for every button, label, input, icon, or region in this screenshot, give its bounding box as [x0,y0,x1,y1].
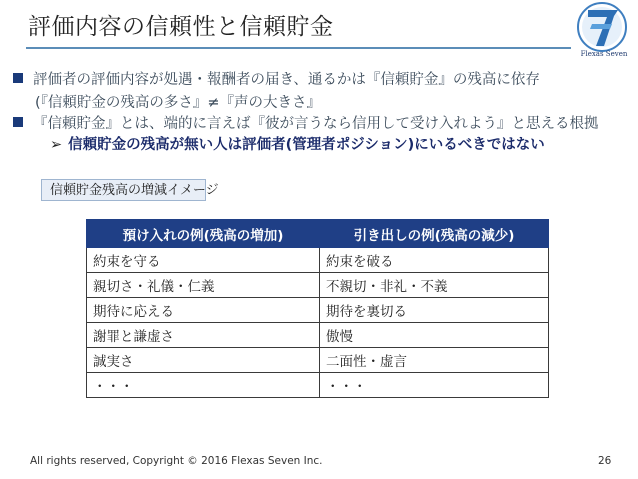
deposit-withdrawal-table [86,219,549,398]
deposit-cell: 期待に応える [87,298,320,323]
deposit-cell: 謝罪と謙虚さ [87,323,320,348]
copyright-footer: All rights reserved, Copyright © 2016 Flexas Seven Inc. [30,455,323,467]
table-header-row [87,220,549,248]
deposit-cell: ・・・ [87,373,320,398]
table-row [87,298,549,323]
table-row [87,348,549,373]
withdrawal-cell: 不親切・非礼・不義 [320,273,549,298]
bullet-2: 『信頼貯金』とは、端的に言えば『彼が言うなら信用して受け入れよう』と思える根拠 [13,112,599,133]
logo-text: Flexas Seven [580,50,628,58]
title-rule [26,47,571,49]
header-deposit: 預け入れの例(残高の増加) [87,220,320,248]
bullet-1-continuation: (『信頼貯金の残高の多さ』≠『声の大きさ』 [35,95,322,111]
bullet-square-icon [13,117,23,127]
arrow-bullet-icon: ➢ [50,137,63,153]
table-row [87,323,549,348]
image-label-box: 信頼貯金残高の増減イメージ [41,179,206,201]
table-row [87,273,549,298]
deposit-cell: 親切さ・礼儀・仁義 [87,273,320,298]
withdrawal-cell: 傲慢 [320,323,549,348]
slide-title: 評価内容の信頼性と信頼貯金 [28,14,334,40]
withdrawal-cell: 期待を裏切る [320,298,549,323]
page-number: 26 [598,455,612,467]
sub-bullet: ➢ 信頼貯金の残高が無い人は評価者(管理者ポジション)にいるべきではない [50,137,545,153]
header-withdrawal: 引き出しの例(残高の減少) [320,220,549,248]
bullet-1: 評価者の評価内容が処遇・報酬者の届き、通るかは『信頼貯金』の残高に依存 [13,68,540,89]
bullet-square-icon [13,73,23,83]
deposit-cell: 約束を守る [87,248,320,273]
withdrawal-cell: 約束を破る [320,248,549,273]
withdrawal-cell: 二面性・虚言 [320,348,549,373]
table-row [87,248,549,273]
deposit-cell: 誠実さ [87,348,320,373]
withdrawal-cell: ・・・ [320,373,549,398]
table-row [87,373,549,398]
